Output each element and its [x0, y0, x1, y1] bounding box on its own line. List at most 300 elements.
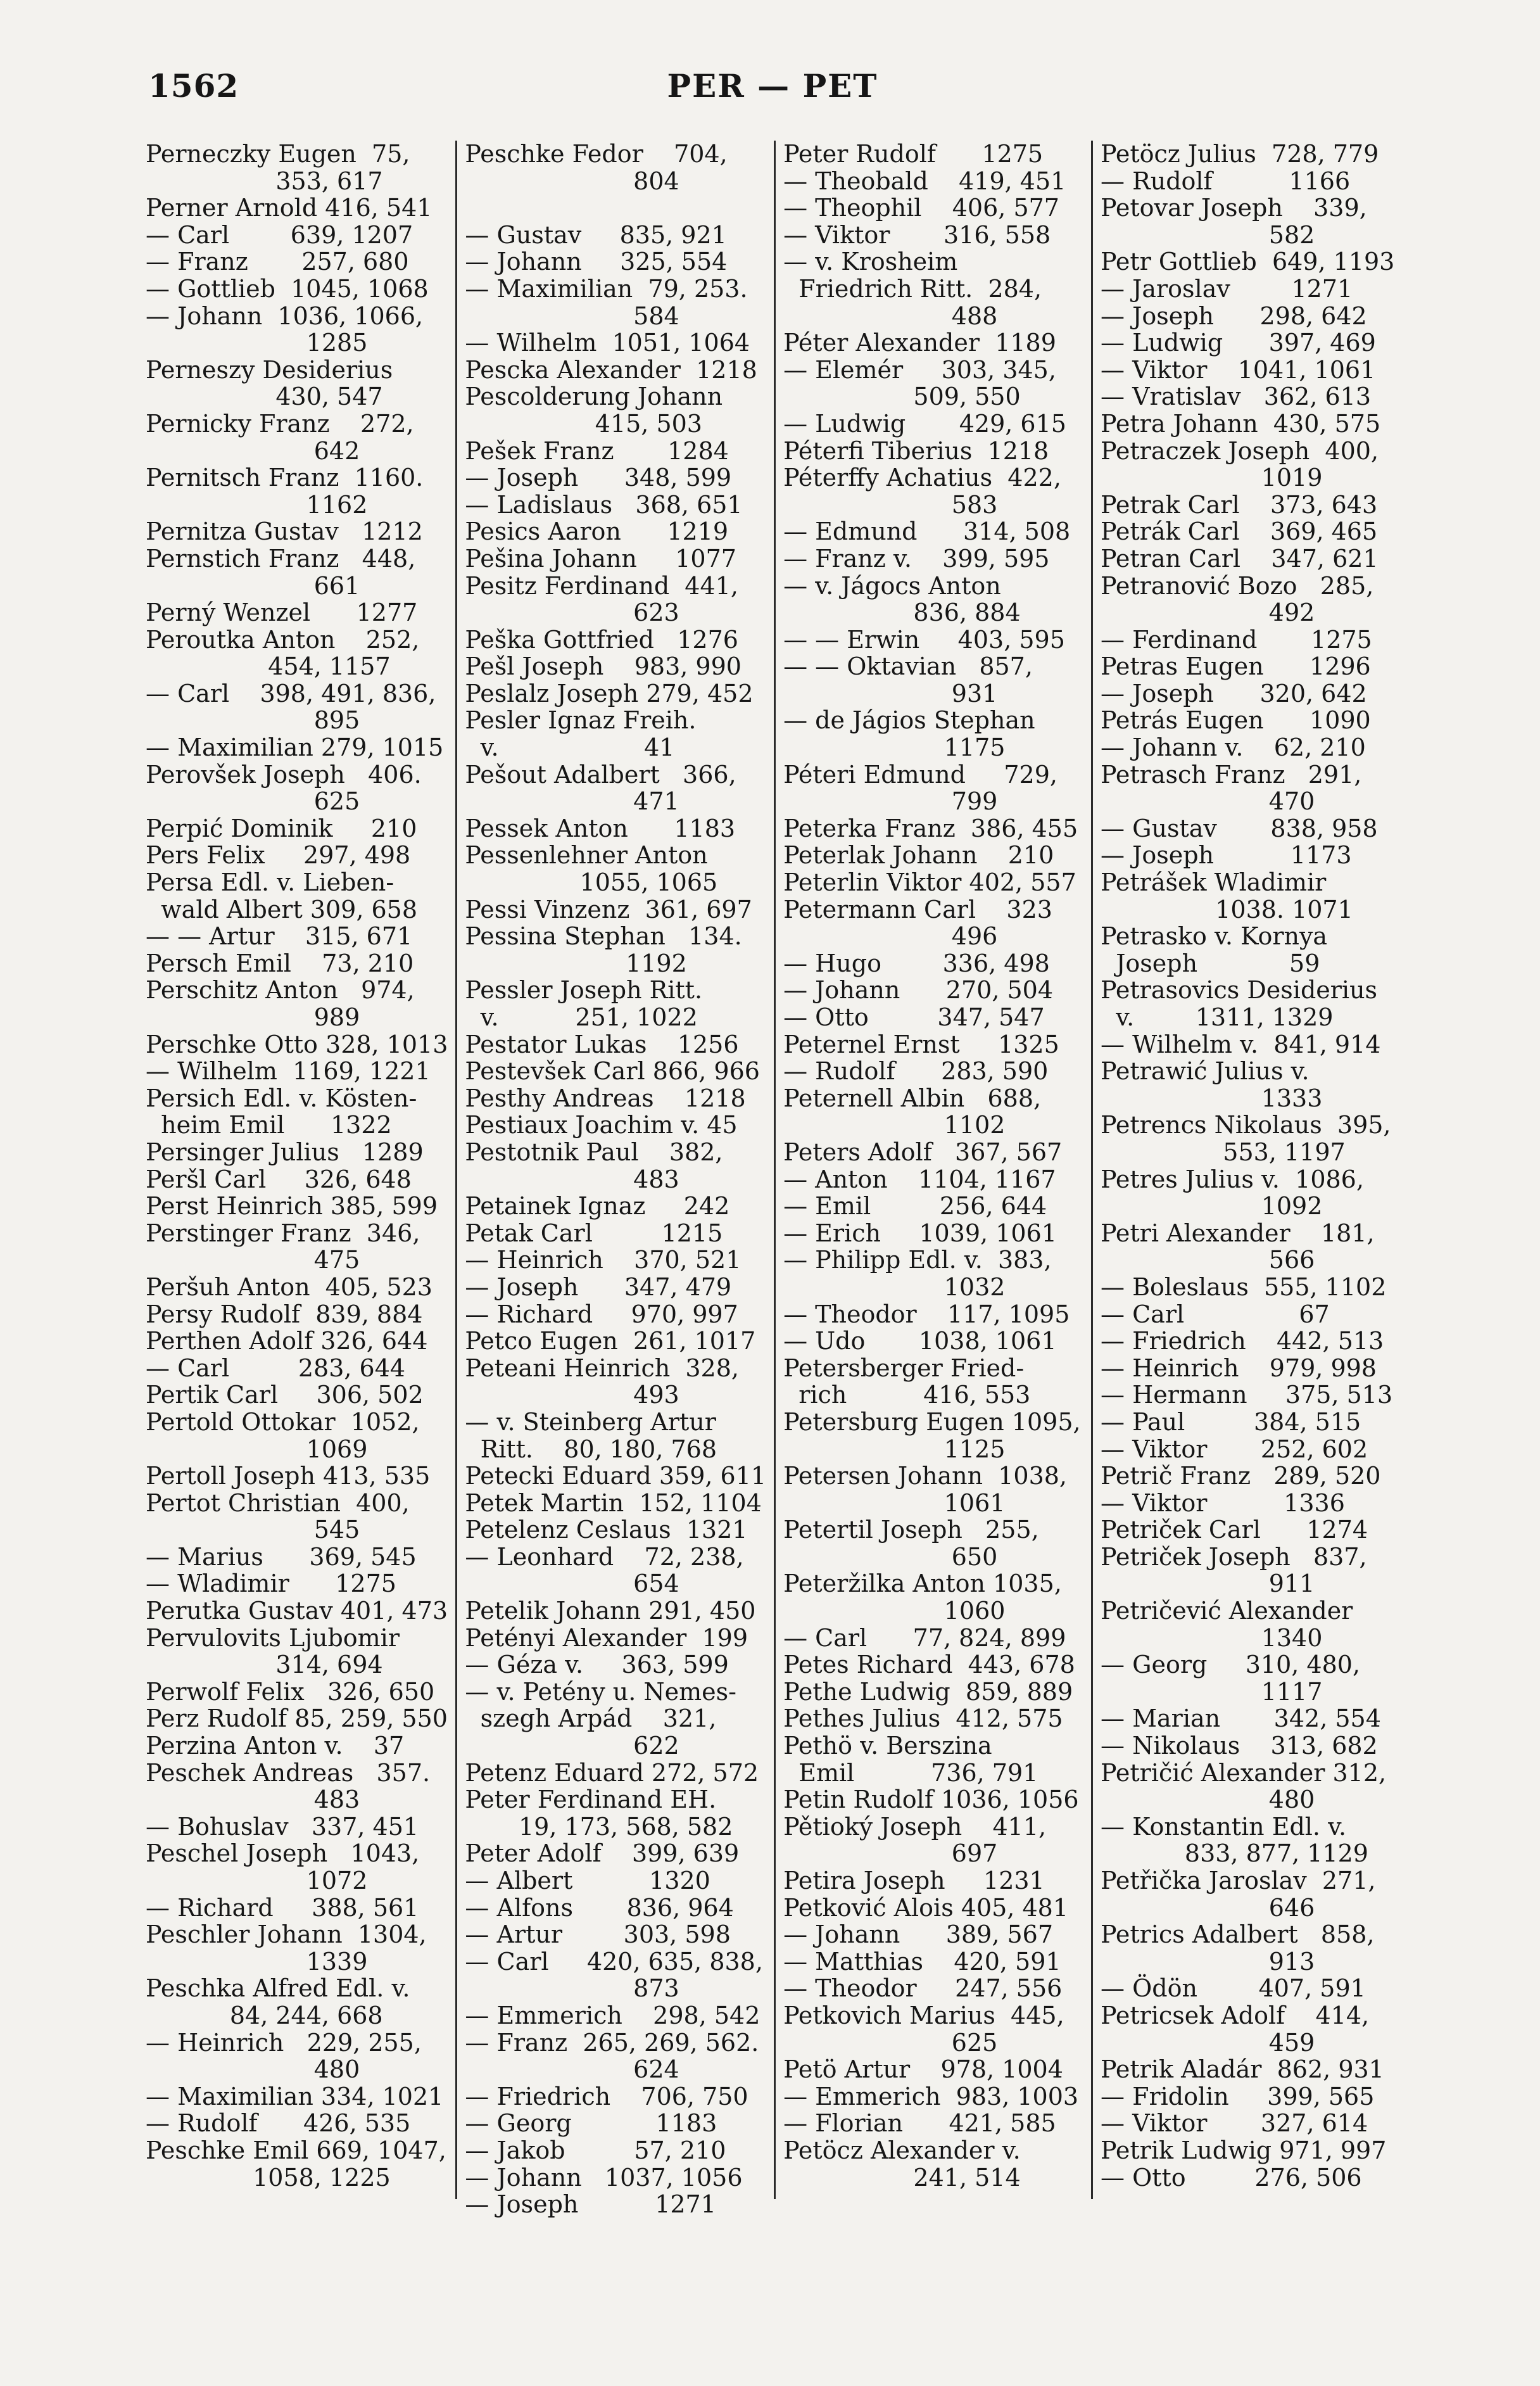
entry-line: Petrics Adalbert 858, [1101, 1920, 1375, 1949]
entry-line: Pescka Alexander 1218 [465, 355, 757, 384]
entry-line: 911 [1101, 1570, 1315, 1598]
entry-line: Perschitz Anton 974, [146, 976, 415, 1005]
entry-line: Petersen Johann 1038, [783, 1462, 1068, 1490]
entry-line: Perz Rudolf 85, 259, 550 [146, 1704, 448, 1733]
entry-line: — Philipp Edl. v. 383, [783, 1246, 1052, 1274]
entry-line: 836, 884 [783, 599, 1021, 627]
entry-line: Pessenlehner Anton [465, 841, 708, 870]
entry-line: 583 [783, 490, 998, 519]
entry-line: — Carl 398, 491, 836, [146, 679, 436, 708]
entry-line: — Joseph 1173 [1101, 841, 1352, 870]
entry-line: 623 [465, 599, 679, 627]
entry-line: Pesthy Andreas 1218 [465, 1084, 746, 1112]
entry-line: Pestator Lukas 1256 [465, 1030, 739, 1058]
entry-line: — Gustav 838, 958 [1101, 814, 1378, 842]
entry-line: — Theophil 406, 577 [783, 194, 1059, 222]
entry-line: Peschler Johann 1304, [146, 1920, 427, 1949]
entry-line: Peteani Heinrich 328, [465, 1354, 739, 1382]
entry-line: Petecki Eduard 359, 611 [465, 1462, 767, 1490]
entry-line: 1032 [783, 1272, 1006, 1301]
entry-line: 804 [465, 167, 679, 195]
entry-line: Pestevšek Carl 866, 966 [465, 1057, 760, 1086]
entry-line: 1333 [1101, 1084, 1323, 1112]
entry-line: 642 [146, 436, 360, 465]
entry-line: 480 [1101, 1786, 1315, 1814]
entry-line: — Ludwig 429, 615 [783, 409, 1066, 438]
entry-line: 582 [1101, 220, 1315, 249]
entry-line: Petenz Eduard 272, 572 [465, 1758, 759, 1787]
entry-line: 1125 [783, 1435, 1006, 1463]
page-header [139, 63, 1406, 114]
entry-line: Petrencs Nikolaus 395, [1101, 1111, 1391, 1139]
entry-line: Ritt. 80, 180, 768 [465, 1435, 717, 1463]
entry-line: — — Oktavian 857, [783, 652, 1033, 681]
entry-line: — v. Steinberg Artur [465, 1407, 716, 1436]
entry-line: 1175 [783, 733, 1006, 762]
entry-line: Petrik Ludwig 971, 997 [1101, 2136, 1387, 2164]
entry-line: Petran Carl 347, 621 [1101, 544, 1379, 573]
entry-line: — Johann 389, 567 [783, 1920, 1054, 1949]
entry-line: Peršuh Anton 405, 523 [146, 1272, 432, 1301]
entry-line: — Joseph 1271 [465, 2190, 716, 2219]
entry-line: — Vratislav 362, 613 [1101, 383, 1372, 411]
entry-line: — de Jágios Stephan [783, 706, 1035, 735]
entry-line: 625 [783, 2028, 998, 2057]
entry-line: Petrák Carl 369, 465 [1101, 517, 1378, 546]
entry-line: Peter Adolf 399, 639 [465, 1839, 740, 1868]
entry-line: — Joseph 347, 479 [465, 1272, 732, 1301]
entry-line: — Joseph 298, 642 [1101, 301, 1367, 330]
entry-line: Petes Richard 443, 678 [783, 1651, 1075, 1679]
entry-line: 1069 [146, 1435, 368, 1463]
entry-line: Petovar Joseph 339, [1101, 194, 1367, 222]
entry-line: Pešek Franz 1284 [465, 436, 729, 465]
entry-line: 353, 617 [146, 167, 383, 195]
entry-line: Pertold Ottokar 1052, [146, 1407, 420, 1436]
entry-line: heim Emil 1322 [146, 1111, 392, 1139]
entry-line: Pessi Vinzenz 361, 697 [465, 895, 752, 923]
name-index-columns [138, 140, 1408, 2219]
entry-line: Peter Ferdinand EH. [465, 1786, 717, 1814]
entry-line: 913 [1101, 1947, 1315, 1976]
entry-line: — Johann 1037, 1056 [465, 2163, 743, 2192]
entry-line: — Friedrich 442, 513 [1101, 1327, 1384, 1355]
entry-line: 1117 [1101, 1677, 1323, 1706]
entry-line: Pessler Joseph Ritt. [465, 976, 703, 1005]
entry-line: Petr Gottlieb 649, 1193 [1101, 248, 1395, 276]
entry-line: 1285 [146, 329, 368, 357]
entry-line: Perovšek Joseph 406. [146, 760, 422, 789]
entry-line: — Maximilian 279, 1015 [146, 733, 444, 762]
entry-line: — Géza v. 363, 599 [465, 1651, 729, 1679]
entry-line: Petrič Franz 289, 520 [1101, 1462, 1381, 1490]
entry-line: 454, 1157 [146, 652, 391, 681]
entry-line: — Konstantin Edl. v. [1101, 1812, 1347, 1841]
entry-line: Petö Artur 978, 1004 [783, 2055, 1063, 2084]
entry-line: — Viktor 327, 614 [1101, 2109, 1368, 2138]
entry-line: Pětioký Joseph 411, [783, 1812, 1047, 1841]
entry-line: — Viktor 1041, 1061 [1101, 355, 1376, 384]
entry-line: Petričević Alexander [1101, 1597, 1353, 1625]
entry-line: Peška Gottfried 1276 [465, 625, 738, 654]
entry-line: — Florian 421, 585 [783, 2109, 1056, 2138]
entry-line: Peschel Joseph 1043, [146, 1839, 420, 1868]
entry-line: Persinger Julius 1289 [146, 1138, 424, 1166]
entry-line: 493 [465, 1381, 679, 1409]
entry-line: 1092 [1101, 1192, 1323, 1221]
entry-line: — Gustav 835, 921 [465, 220, 727, 249]
entry-line: Petra Johann 430, 575 [1101, 409, 1381, 438]
entry-line: — Nikolaus 313, 682 [1101, 1732, 1378, 1760]
entry-line: — Leonhard 72, 238, [465, 1542, 744, 1571]
entry-line: szegh Arpád 321, [465, 1704, 717, 1733]
entry-line: 492 [1101, 599, 1315, 627]
entry-line: — Emil 256, 644 [783, 1192, 1047, 1221]
entry-line: 1162 [146, 490, 368, 519]
entry-line: 895 [146, 706, 360, 735]
entry-line: Petermann Carl 323 [783, 895, 1052, 923]
entry-line: — Carl 639, 1207 [146, 220, 413, 249]
entry-line: — Maximilian 334, 1021 [146, 2082, 444, 2110]
entry-line: — Richard 970, 997 [465, 1300, 738, 1328]
entry-line: Peršl Carl 326, 648 [146, 1165, 412, 1193]
entry-line: — Marius 369, 545 [146, 1542, 417, 1571]
entry-line: Petira Joseph 1231 [783, 1867, 1045, 1894]
entry-line: Perný Wenzel 1277 [146, 599, 418, 627]
entry-line: 483 [465, 1165, 679, 1193]
entry-line: Petertil Joseph 255, [783, 1516, 1039, 1544]
entry-line: — v. Jágocs Anton [783, 571, 1001, 600]
entry-line: — Maximilian 79, 253. [465, 274, 748, 303]
entry-line: Perzina Anton v. 37 [146, 1732, 405, 1760]
entry-line: — Ladislaus 368, 651 [465, 490, 743, 519]
entry-line: 459 [1101, 2028, 1315, 2057]
entry-line: — Carl 67 [1101, 1300, 1330, 1328]
entry-line: 799 [783, 787, 998, 816]
entry-line: Pestotnik Paul 382, [465, 1138, 723, 1166]
entry-line: Perwolf Felix 326, 650 [146, 1677, 435, 1706]
entry-line: 833, 877, 1129 [1101, 1839, 1368, 1868]
entry-line: Perner Arnold 416, 541 [146, 194, 432, 222]
column-3 [776, 141, 1093, 2199]
entry-line: 509, 550 [783, 383, 1021, 411]
entry-line: 84, 244, 668 [146, 2001, 383, 2029]
entry-line: — Johann 1036, 1066, [146, 301, 424, 330]
entry-line: 314, 694 [146, 1651, 383, 1679]
entry-line: Peschek Andreas 357. [146, 1758, 431, 1787]
entry-line: — Rudolf 1166 [1101, 167, 1351, 195]
entry-line: 1058, 1225 [146, 2163, 391, 2192]
entry-line: — Carl 420, 635, 838, [465, 1947, 763, 1976]
entry-line: Pešl Joseph 983, 990 [465, 652, 742, 681]
entry-line: — Carl 283, 644 [146, 1354, 406, 1382]
entry-line: Pertot Christian 400, [146, 1488, 410, 1517]
entry-line: — Boleslaus 555, 1102 [1101, 1272, 1387, 1301]
entry-line: 430, 547 [146, 383, 383, 411]
entry-line: 1061 [783, 1488, 1006, 1517]
entry-line: Petraczek Joseph 400, [1101, 436, 1379, 465]
column-4 [1093, 141, 1408, 2199]
entry-line: Pernicky Franz 272, [146, 409, 414, 438]
entry-line: Perst Heinrich 385, 599 [146, 1192, 438, 1221]
entry-line: 19, 173, 568, 582 [465, 1812, 733, 1841]
page-number: 1562 [148, 67, 239, 105]
entry-line: — Albert 1320 [465, 1867, 710, 1894]
entry-line: — Richard 388, 561 [146, 1893, 419, 1922]
entry-line: Petřička Jaroslav 271, [1101, 1867, 1376, 1894]
entry-line: — Hugo 336, 498 [783, 949, 1050, 977]
entry-line: Petak Carl 1215 [465, 1219, 723, 1247]
entry-line: Peslalz Joseph 279, 452 [465, 679, 754, 708]
entry-line: Persy Rudolf 839, 884 [146, 1300, 423, 1328]
entry-line: 553, 1197 [1101, 1138, 1346, 1166]
entry-line: Petriček Joseph 837, [1101, 1542, 1367, 1571]
entry-line: Petranović Bozo 285, [1101, 571, 1374, 600]
entry-line: — Anton 1104, 1167 [783, 1165, 1056, 1193]
entry-line: rich 416, 553 [783, 1381, 1031, 1409]
entry-line: — Viktor 252, 602 [1101, 1435, 1368, 1463]
entry-line: — Ödön 407, 591 [1101, 1974, 1366, 2003]
entry-line: 646 [1101, 1893, 1315, 1922]
entry-line: — Wilhelm 1169, 1221 [146, 1057, 431, 1086]
entry-line: 480 [146, 2055, 360, 2084]
entry-line: 1102 [783, 1111, 1006, 1139]
entry-line: 1072 [146, 1867, 368, 1894]
entry-line: 1192 [465, 949, 687, 977]
entry-line: — Franz v. 399, 595 [783, 544, 1050, 573]
entry-line: Pernitsch Franz 1160. [146, 464, 424, 492]
entry-line: Petin Rudolf 1036, 1056 [783, 1786, 1079, 1814]
entry-line: Petrik Aladár 862, 931 [1101, 2055, 1384, 2084]
entry-line: v. 251, 1022 [465, 1003, 698, 1031]
entry-line: Peschke Fedor 704, [465, 140, 728, 168]
entry-line: Petelenz Ceslaus 1321 [465, 1516, 748, 1544]
entry-line: — Heinrich 370, 521 [465, 1246, 742, 1274]
entry-line: Petković Alois 405, 481 [783, 1893, 1068, 1922]
entry-line: — Wilhelm v. 841, 914 [1101, 1030, 1381, 1058]
entry-line: — Fridolin 399, 565 [1101, 2082, 1375, 2110]
entry-line: Perstinger Franz 346, [146, 1219, 420, 1247]
entry-line: Petco Eugen 261, 1017 [465, 1327, 756, 1355]
entry-line: — Paul 384, 515 [1101, 1407, 1361, 1436]
entry-line: Pethes Julius 412, 575 [783, 1704, 1063, 1733]
entry-line: Peters Adolf 367, 567 [783, 1138, 1063, 1166]
entry-line: Peterka Franz 386, 455 [783, 814, 1078, 842]
entry-line: Petöcz Alexander v. [783, 2136, 1021, 2164]
entry-line: — Udo 1038, 1061 [783, 1327, 1057, 1355]
entry-line: — Edmund 314, 508 [783, 517, 1071, 546]
entry-line: 483 [146, 1786, 360, 1814]
entry-line: Petrasch Franz 291, [1101, 760, 1362, 789]
entry-line: Petersburg Eugen 1095, [783, 1407, 1081, 1436]
entry-line: v. 1311, 1329 [1101, 1003, 1334, 1031]
entry-line: Pešout Adalbert 366, [465, 760, 736, 789]
entry-line: — Emmerich 983, 1003 [783, 2082, 1079, 2110]
entry-line: Persch Emil 73, 210 [146, 949, 414, 977]
entry-line: Péterffy Achatius 422, [783, 464, 1061, 492]
entry-line: Joseph 59 [1101, 949, 1320, 977]
entry-line: — Artur 303, 598 [465, 1920, 731, 1949]
entry-line: 496 [783, 922, 998, 951]
entry-line: — Otto 276, 506 [1101, 2163, 1362, 2192]
entry-line: 1038. 1071 [1101, 895, 1353, 923]
entry-line: 1339 [146, 1947, 368, 1976]
entry-line: Pers Felix 297, 498 [146, 841, 411, 870]
entry-line: Péteri Edmund 729, [783, 760, 1057, 789]
entry-line: Pervulovits Ljubomir [146, 1623, 400, 1652]
entry-line: 989 [146, 1003, 360, 1031]
entry-line: Pernstich Franz 448, [146, 544, 416, 573]
entry-line: — Johann 325, 554 [465, 248, 728, 276]
entry-line: Péterfi Tiberius 1218 [783, 436, 1049, 465]
entry-line: Petrás Eugen 1090 [1101, 706, 1371, 735]
entry-line: Petényi Alexander 199 [465, 1623, 748, 1652]
entry-line: Peteržilka Anton 1035, [783, 1570, 1062, 1598]
entry-line: 1055, 1065 [465, 868, 718, 897]
entry-line: — Georg 1183 [465, 2109, 717, 2138]
entry-line: Pesitz Ferdinand 441, [465, 571, 738, 600]
entry-line: — Johann v. 62, 210 [1101, 733, 1366, 762]
entry-line: 1019 [1101, 464, 1323, 492]
entry-line: Petricsek Adolf 414, [1101, 2001, 1370, 2029]
entry-line: — Heinrich 229, 255, [146, 2028, 422, 2057]
entry-line: Petričić Alexander 312, [1101, 1758, 1387, 1787]
entry-line: Pessina Stephan 134. [465, 922, 742, 951]
entry-line: Pethö v. Berszina [783, 1732, 992, 1760]
entry-line: Perutka Gustav 401, 473 [146, 1597, 448, 1625]
entry-line: Petri Alexander 181, [1101, 1219, 1375, 1247]
entry-line: Petöcz Julius 728, 779 [1101, 140, 1379, 168]
entry-line: — Friedrich 706, 750 [465, 2082, 748, 2110]
entry-line: 661 [146, 571, 360, 600]
entry-line: — Viktor 316, 558 [783, 220, 1051, 249]
entry-line: — Georg 310, 480, [1101, 1651, 1361, 1679]
entry-line: v. 41 [465, 733, 675, 762]
entry-line: Pescolderung Johann [465, 383, 723, 411]
entry-line: — Jakob 57, 210 [465, 2136, 726, 2164]
entry-line: Petek Martin 152, 1104 [465, 1488, 762, 1517]
entry-line: Petras Eugen 1296 [1101, 652, 1371, 681]
entry-line: — Ferdinand 1275 [1101, 625, 1372, 654]
entry-line: — v. Krosheim [783, 248, 958, 276]
entry-line: Peter Rudolf 1275 [783, 140, 1044, 168]
entry-line: — Viktor 1336 [1101, 1488, 1345, 1517]
entry-line: Peternel Ernst 1325 [783, 1030, 1059, 1058]
column-2 [457, 140, 776, 2219]
entry-line: Petrak Carl 373, 643 [1101, 490, 1378, 519]
entry-line: Petelik Johann 291, 450 [465, 1597, 756, 1625]
entry-line: — Rudolf 426, 535 [146, 2109, 411, 2138]
entry-line: Peroutka Anton 252, [146, 625, 420, 654]
entry-line: 624 [465, 2055, 679, 2084]
entry-line: Perneczky Eugen 75, [146, 140, 410, 168]
entry-line: — Carl 77, 824, 899 [783, 1623, 1066, 1652]
entry-line: 654 [465, 1570, 679, 1598]
entry-line: — Marian 342, 554 [1101, 1704, 1381, 1733]
entry-line: — Joseph 320, 642 [1101, 679, 1367, 708]
entry-line: Pernitza Gustav 1212 [146, 517, 423, 546]
entry-line: 650 [783, 1542, 998, 1571]
entry-line: Petkovich Marius 445, [783, 2001, 1064, 2029]
column-1 [138, 141, 457, 2199]
entry-line: — Emmerich 298, 542 [465, 2001, 761, 2029]
entry-line: 470 [1101, 787, 1315, 816]
entry-line: — Alfons 836, 964 [465, 1893, 734, 1922]
entry-line: 697 [783, 1839, 998, 1868]
entry-line: 625 [146, 787, 360, 816]
entry-line: Pesics Aaron 1219 [465, 517, 729, 546]
entry-line: — Otto 347, 547 [783, 1003, 1045, 1031]
entry-line: — Heinrich 979, 998 [1101, 1354, 1377, 1382]
entry-line: Perthen Adolf 326, 644 [146, 1327, 428, 1355]
entry-line: Petrasko v. Kornya [1101, 922, 1328, 951]
entry-line: Pesler Ignaz Freih. [465, 706, 697, 735]
entry-line: Peterlak Johann 210 [783, 841, 1054, 870]
entry-line: 471 [465, 787, 679, 816]
entry-line: — Theodor 117, 1095 [783, 1300, 1070, 1328]
entry-line: — Hermann 375, 513 [1101, 1381, 1393, 1409]
entry-line: 1060 [783, 1597, 1006, 1625]
entry-line: — — Artur 315, 671 [146, 922, 413, 951]
entry-line: — Franz 265, 269, 562. [465, 2028, 759, 2057]
entry-line: Emil 736, 791 [783, 1758, 1038, 1787]
entry-line: — Gottlieb 1045, 1068 [146, 274, 429, 303]
entry-line: — Theobald 419, 451 [783, 167, 1066, 195]
entry-line: — Theodor 247, 556 [783, 1974, 1063, 2003]
entry-line: Petres Julius v. 1086, [1101, 1165, 1364, 1193]
entry-line: — Jaroslav 1271 [1101, 274, 1353, 303]
entry-line: — Elemér 303, 345, [783, 355, 1056, 384]
entry-line: — Rudolf 283, 590 [783, 1057, 1049, 1086]
entry-line: 241, 514 [783, 2163, 1021, 2192]
running-head: PER — PET [667, 67, 878, 105]
entry-line: Petriček Carl 1274 [1101, 1516, 1368, 1544]
entry-line: 475 [146, 1246, 360, 1274]
entry-line: Peschka Alfred Edl. v. [146, 1974, 410, 2003]
entry-line: Pertoll Joseph 413, 535 [146, 1462, 431, 1490]
entry-line: — Matthias 420, 591 [783, 1947, 1061, 1976]
entry-line: Pertik Carl 306, 502 [146, 1381, 424, 1409]
entry-line: Perpić Dominik 210 [146, 814, 417, 842]
entry-line: Persich Edl. v. Kösten- [146, 1084, 417, 1112]
entry-line: 545 [146, 1516, 360, 1544]
entry-line: Petrášek Wladimir [1101, 868, 1327, 897]
entry-line: Pethe Ludwig 859, 889 [783, 1677, 1073, 1706]
entry-line: Petrasovics Desiderius [1101, 976, 1378, 1005]
entry-line: — v. Petény u. Nemes- [465, 1677, 736, 1706]
entry-line: Petainek Ignaz 242 [465, 1192, 730, 1221]
entry-line: — Franz 257, 680 [146, 248, 409, 276]
entry-line: Friedrich Ritt. 284, [783, 274, 1042, 303]
entry-line: — Wilhelm 1051, 1064 [465, 329, 750, 357]
entry-line: Peterlin Viktor 402, 557 [783, 868, 1076, 897]
entry-line: — Wladimir 1275 [146, 1570, 396, 1598]
entry-line: Peschke Emil 669, 1047, [146, 2136, 446, 2164]
entry-line: Perschke Otto 328, 1013 [146, 1030, 448, 1058]
entry-line [465, 194, 766, 222]
entry-line: — Ludwig 397, 469 [1101, 329, 1376, 357]
entry-line: Pessek Anton 1183 [465, 814, 736, 842]
entry-line: 873 [465, 1974, 679, 2003]
entry-line: — Bohuslav 337, 451 [146, 1812, 419, 1841]
entry-line: — Erich 1039, 1061 [783, 1219, 1057, 1247]
entry-line: Péter Alexander 1189 [783, 329, 1056, 357]
entry-line: 415, 503 [465, 409, 702, 438]
entry-line: — Johann 270, 504 [783, 976, 1054, 1005]
entry-line: Peternell Albin 688, [783, 1084, 1042, 1112]
entry-line: 488 [783, 301, 998, 330]
entry-line: 622 [465, 1732, 679, 1760]
